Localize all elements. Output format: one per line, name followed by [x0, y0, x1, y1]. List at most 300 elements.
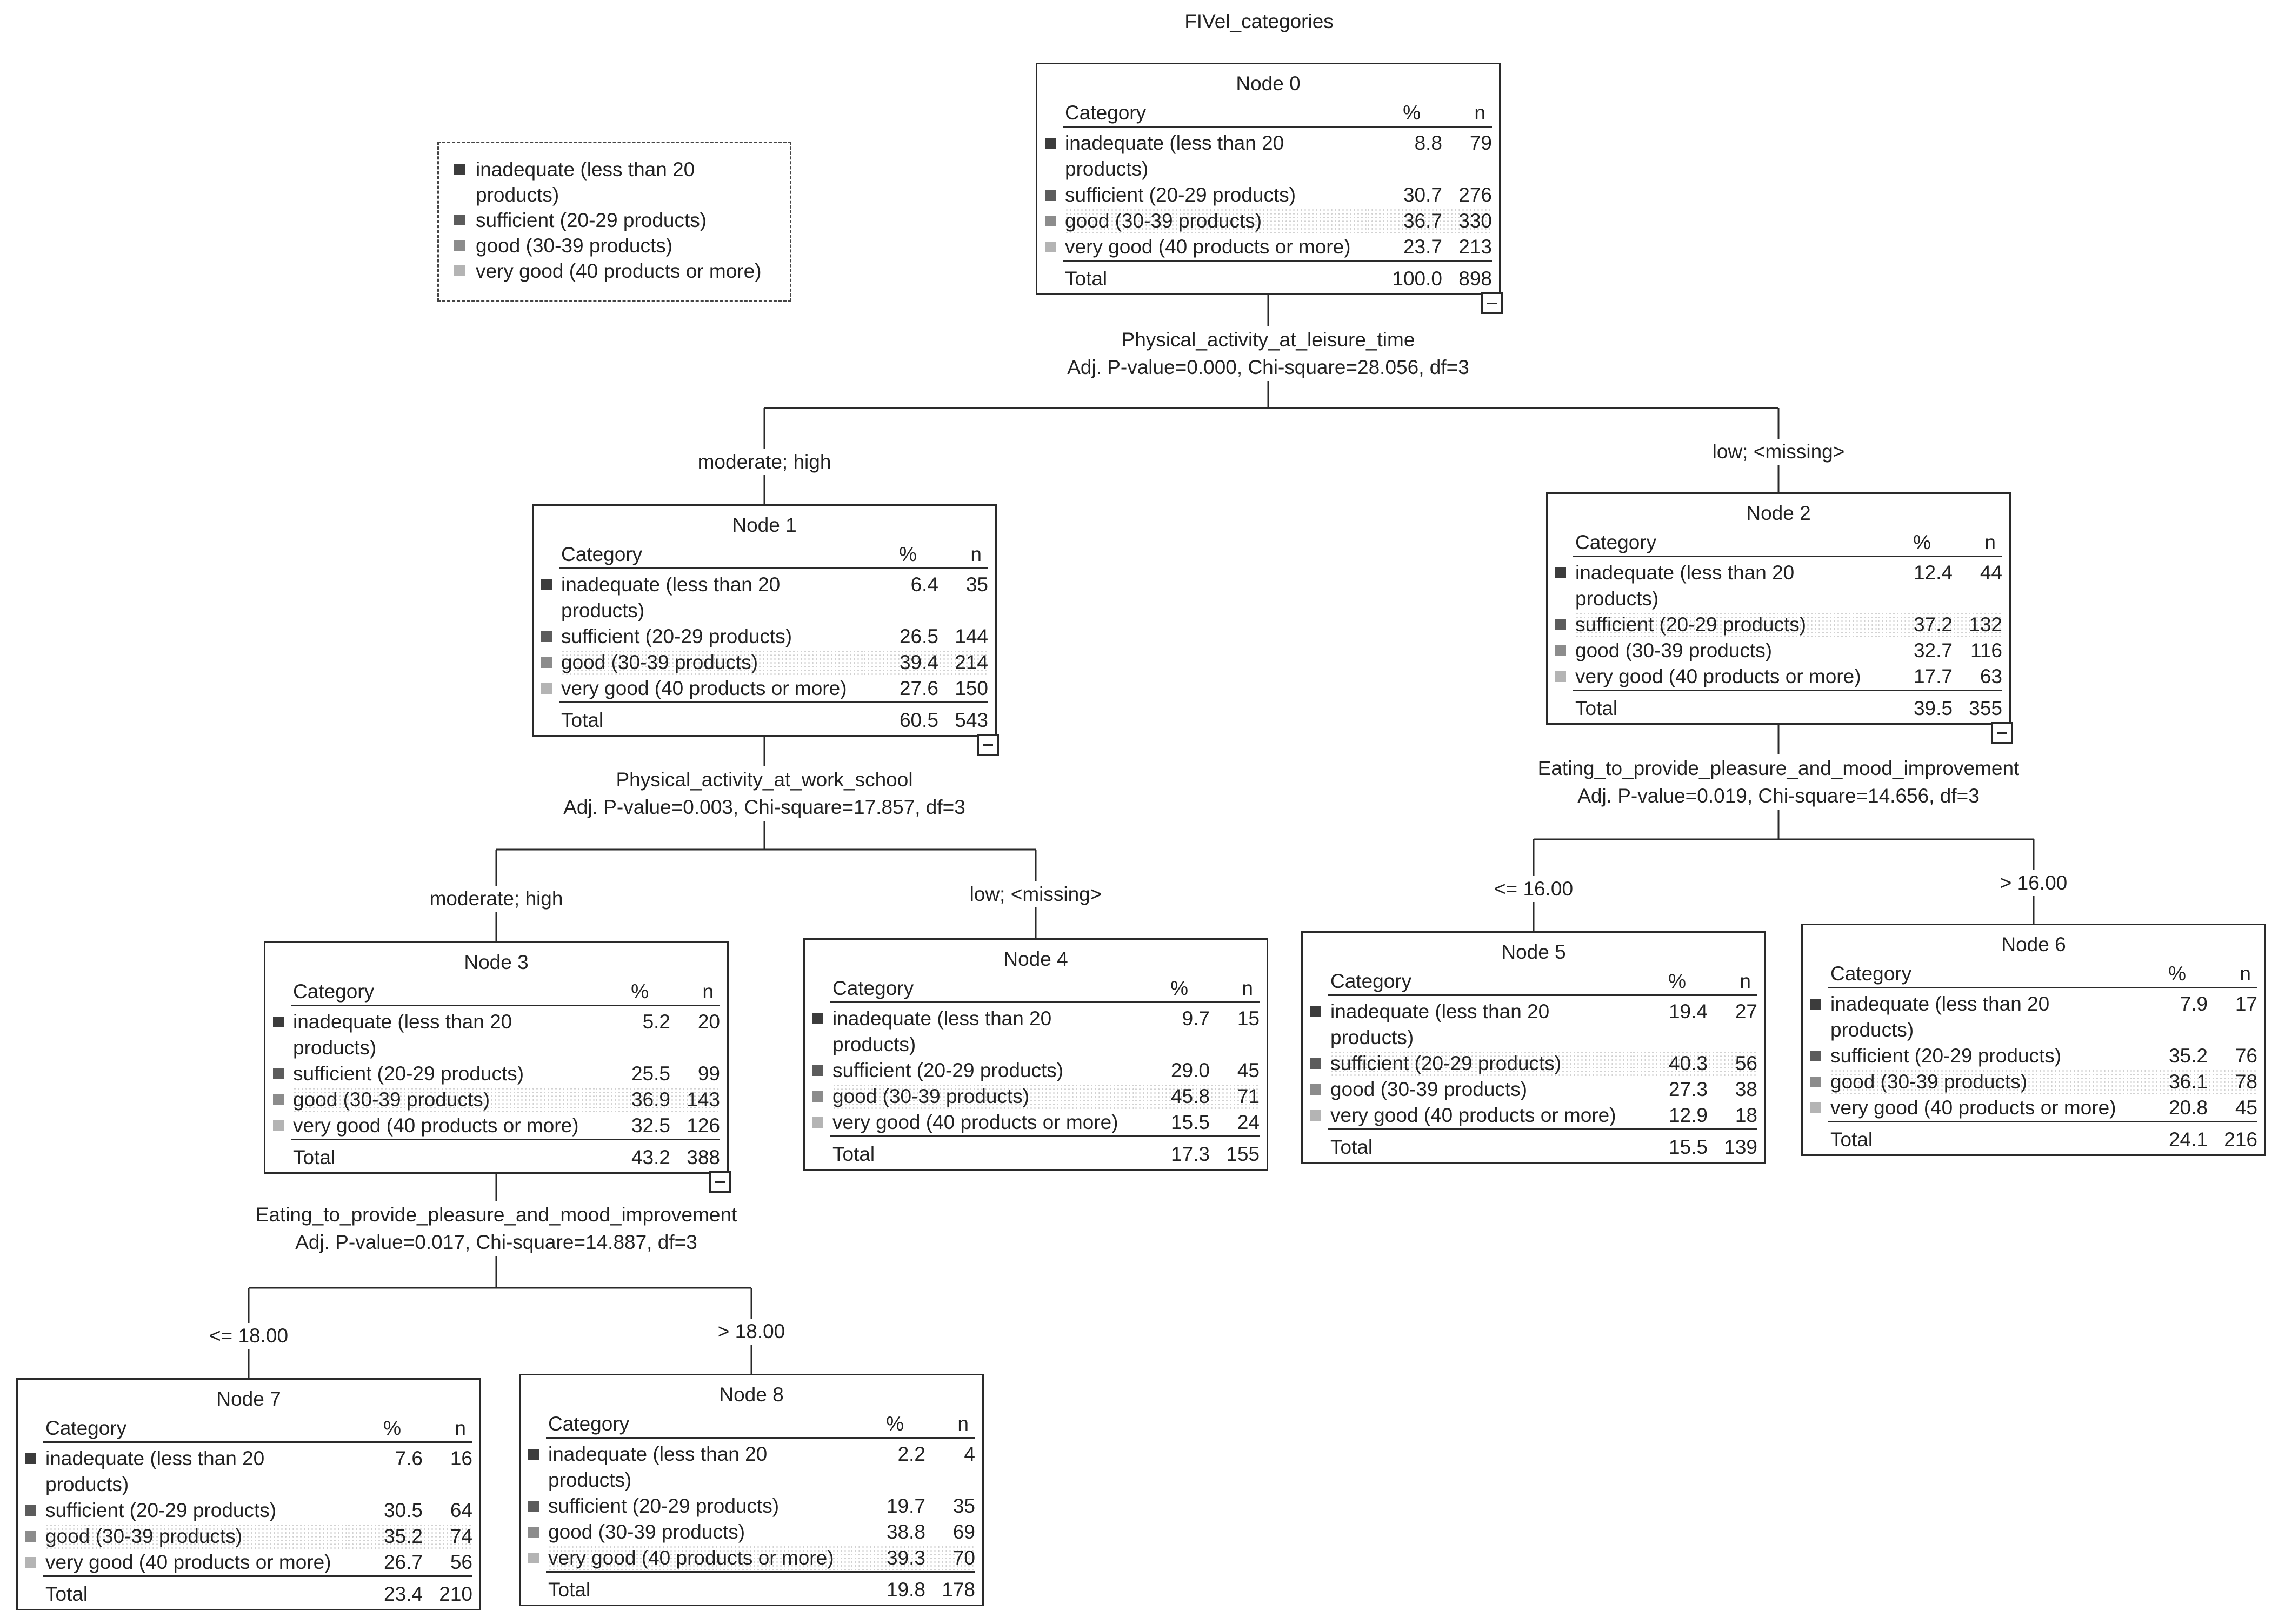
category-row	[805, 1058, 1260, 1084]
split-statistics: Adj. P-value=0.019, Chi-square=14.656, df=3	[1577, 785, 1980, 807]
category-swatch-icon	[273, 1120, 284, 1131]
category-row	[1548, 664, 2002, 690]
category-percent: 12.9	[1668, 1104, 1708, 1126]
category-label: sufficient (20-29 products)	[832, 1059, 1064, 1081]
category-count: 132	[1953, 612, 2002, 638]
category-swatch-icon	[1310, 1058, 1321, 1069]
category-swatch-icon	[541, 579, 552, 590]
percent-column-header: %	[886, 1413, 904, 1435]
node-table-header	[559, 542, 988, 569]
count-column-header: n	[455, 1417, 466, 1439]
total-row	[1573, 690, 2002, 721]
category-row	[1548, 560, 2002, 612]
category-percent: 20.8	[2168, 1097, 2208, 1119]
category-swatch-icon	[1045, 242, 1056, 252]
category-swatch-icon	[1555, 645, 1566, 656]
category-label: very good (40 products or more)	[561, 677, 847, 699]
node-table-header	[1063, 100, 1492, 128]
category-row	[521, 1493, 975, 1519]
category-percent: 32.5	[631, 1114, 670, 1137]
legend-label: good (30-39 products)	[476, 235, 673, 257]
node-table-header	[1328, 968, 1757, 996]
percent-column-header: %	[1170, 977, 1188, 999]
category-swatch-icon	[528, 1527, 539, 1538]
collapse-node-button[interactable]	[1991, 722, 2013, 744]
category-swatch-icon	[812, 1013, 823, 1024]
category-label: sufficient (20-29 products)	[1575, 612, 1877, 638]
category-row	[265, 1009, 720, 1061]
total-percent: 100.0	[1392, 268, 1442, 290]
category-row	[534, 650, 988, 676]
category-label: very good (40 products or more)	[1330, 1104, 1616, 1126]
category-column-header: Category	[1830, 963, 1912, 985]
tree-node-8[interactable]	[519, 1374, 984, 1606]
node-category-rows	[534, 572, 995, 701]
node-table-header	[830, 975, 1260, 1003]
node-category-rows	[265, 1009, 727, 1139]
category-percent: 29.0	[1170, 1059, 1210, 1081]
total-label: Total	[293, 1146, 336, 1168]
percent-column-header: %	[2168, 963, 2186, 985]
category-label: good (30-39 products)	[1330, 1078, 1528, 1100]
category-percent: 7.9	[2180, 993, 2208, 1015]
category-count: 63	[1980, 665, 2002, 687]
category-column-header: Category	[293, 980, 375, 1003]
category-label: sufficient (20-29 products)	[1330, 1051, 1632, 1077]
category-row	[1803, 991, 2257, 1043]
total-count: 155	[1226, 1143, 1260, 1165]
count-column-header: n	[2240, 963, 2251, 985]
category-column-header: Category	[45, 1417, 127, 1439]
minus-icon	[983, 744, 993, 746]
category-percent: 40.3	[1632, 1051, 1708, 1077]
category-label: inadequate (less than 20 products)	[45, 1447, 265, 1495]
category-swatch-icon	[541, 657, 552, 668]
category-percent: 17.7	[1913, 665, 1953, 687]
category-label: good (30-39 products)	[561, 650, 863, 676]
legend-item	[454, 258, 784, 284]
category-percent: 5.2	[642, 1011, 670, 1033]
category-percent: 35.2	[347, 1523, 423, 1549]
total-count: 139	[1724, 1136, 1757, 1158]
category-label: good (30-39 products)	[548, 1521, 745, 1543]
node-category-rows	[805, 1006, 1267, 1135]
node-title: Node 7	[216, 1388, 281, 1410]
total-row	[830, 1135, 1260, 1167]
category-swatch-icon	[541, 683, 552, 694]
category-swatch-icon	[25, 1531, 36, 1542]
total-count: 898	[1458, 268, 1492, 290]
category-column-header: Category	[832, 977, 914, 999]
category-label: sufficient (20-29 products)	[1830, 1045, 2062, 1067]
tree-node-2[interactable]	[1546, 492, 2011, 725]
collapse-node-button[interactable]	[709, 1171, 731, 1193]
split-statistics: Adj. P-value=0.000, Chi-square=28.056, df=3	[1067, 356, 1469, 378]
category-row	[265, 1087, 720, 1113]
category-column-header: Category	[561, 543, 643, 565]
percent-column-header: %	[1913, 531, 1931, 553]
category-percent: 37.2	[1877, 612, 1953, 638]
category-column-header: Category	[1330, 970, 1412, 992]
category-column-header: Category	[1065, 102, 1147, 124]
category-label: sufficient (20-29 products)	[561, 625, 792, 647]
category-swatch-icon	[1810, 1051, 1821, 1061]
category-swatch-icon	[1310, 1084, 1321, 1095]
count-column-header: n	[1242, 977, 1253, 999]
category-row	[1037, 234, 1492, 260]
category-swatch-icon	[541, 631, 552, 642]
category-swatch-icon	[1310, 1006, 1321, 1017]
category-count: 143	[670, 1087, 720, 1113]
category-percent: 45.8	[1134, 1084, 1210, 1110]
total-percent: 39.5	[1913, 697, 1953, 719]
category-percent: 15.5	[1170, 1111, 1210, 1133]
category-count: 330	[1442, 208, 1492, 234]
category-row	[1303, 1077, 1757, 1102]
category-count: 214	[938, 650, 988, 676]
node-category-rows	[1803, 991, 2264, 1121]
category-percent: 30.5	[383, 1499, 423, 1521]
minus-icon	[1997, 732, 2007, 734]
category-label: very good (40 products or more)	[1830, 1097, 2116, 1119]
legend-swatch-icon	[454, 240, 465, 251]
category-swatch-icon	[1810, 999, 1821, 1010]
category-row	[805, 1084, 1260, 1110]
node-category-rows	[1303, 999, 1764, 1128]
total-row	[43, 1575, 472, 1607]
category-row	[805, 1006, 1260, 1058]
category-percent: 26.5	[899, 625, 938, 647]
total-count: 355	[1969, 697, 2002, 719]
split-label-node-3	[252, 1201, 741, 1256]
legend-label: inadequate (less than 20 products)	[476, 158, 695, 206]
category-count: 45	[1237, 1059, 1260, 1081]
category-label: good (30-39 products)	[832, 1084, 1134, 1110]
category-count: 56	[1708, 1051, 1757, 1077]
percent-column-header: %	[383, 1417, 401, 1439]
legend-swatch-icon	[454, 265, 465, 276]
category-row	[1037, 182, 1492, 208]
node-title: Node 2	[1746, 502, 1811, 524]
category-count: 20	[697, 1011, 720, 1033]
node-title: Node 6	[2001, 933, 2066, 955]
minus-icon	[715, 1181, 725, 1183]
category-label: good (30-39 products)	[1065, 208, 1367, 234]
branch-label-node-2: low; <missing>	[1708, 439, 1849, 465]
percent-column-header: %	[899, 543, 917, 565]
category-swatch-icon	[273, 1094, 284, 1105]
tree-node-1[interactable]	[532, 504, 997, 737]
split-label-node-1	[560, 766, 969, 821]
category-percent: 27.6	[899, 677, 938, 699]
category-count: 15	[1237, 1007, 1260, 1030]
category-percent: 19.7	[886, 1495, 925, 1517]
node-title: Node 0	[1236, 72, 1301, 95]
total-percent: 43.2	[631, 1146, 670, 1168]
category-row	[521, 1441, 975, 1493]
category-label: very good (40 products or more)	[1065, 236, 1351, 258]
category-count: 44	[1980, 562, 2002, 584]
category-percent: 36.1	[2132, 1069, 2208, 1095]
category-count: 35	[965, 573, 988, 596]
total-label: Total	[561, 709, 604, 731]
category-count: 27	[1735, 1000, 1757, 1022]
category-swatch-icon	[1310, 1110, 1321, 1121]
count-column-header: n	[970, 543, 982, 565]
branch-label-node-5: <= 16.00	[1490, 876, 1577, 902]
category-swatch-icon	[25, 1505, 36, 1516]
tree-node-5[interactable]	[1301, 931, 1766, 1164]
branch-label-node-4: low; <missing>	[965, 881, 1107, 907]
legend-label: very good (40 products or more)	[476, 260, 762, 282]
node-title: Node 5	[1501, 941, 1566, 963]
category-count: 38	[1735, 1078, 1757, 1100]
category-count: 276	[1458, 184, 1492, 206]
node-table-header	[1573, 530, 2002, 557]
total-percent: 17.3	[1170, 1143, 1210, 1165]
category-label: very good (40 products or more)	[293, 1114, 579, 1137]
split-label-node-0	[1064, 326, 1473, 381]
category-percent: 9.7	[1182, 1007, 1210, 1030]
tree-node-6[interactable]	[1801, 924, 2266, 1156]
total-percent: 23.4	[383, 1583, 423, 1605]
category-percent: 26.7	[383, 1551, 423, 1573]
category-label: sufficient (20-29 products)	[293, 1062, 524, 1085]
category-swatch-icon	[273, 1068, 284, 1079]
category-label: inadequate (less than 20 products)	[1330, 1000, 1550, 1048]
total-label: Total	[832, 1143, 875, 1165]
tree-node-4[interactable]	[803, 938, 1268, 1171]
count-column-header: n	[1740, 970, 1751, 992]
category-row	[265, 1113, 720, 1139]
category-count: 74	[423, 1523, 472, 1549]
total-count: 216	[2224, 1128, 2257, 1151]
category-label: very good (40 products or more)	[45, 1551, 331, 1573]
category-percent: 6.4	[910, 573, 938, 596]
category-count: 69	[952, 1521, 975, 1543]
category-label: good (30-39 products)	[1575, 639, 1773, 661]
category-row	[1037, 208, 1492, 234]
category-label: very good (40 products or more)	[1575, 665, 1861, 687]
category-percent: 39.4	[863, 650, 938, 676]
category-swatch-icon	[273, 1017, 284, 1027]
total-row	[1828, 1121, 2257, 1153]
collapse-node-button[interactable]	[1481, 292, 1503, 314]
category-row	[521, 1545, 975, 1571]
category-count: 116	[1970, 639, 2002, 661]
node-category-rows	[1548, 560, 2009, 690]
category-label: sufficient (20-29 products)	[1065, 184, 1296, 206]
category-swatch-icon	[25, 1453, 36, 1464]
category-count: 71	[1210, 1084, 1260, 1110]
diagram-title: FIVel_categories	[1184, 10, 1334, 32]
category-percent: 30.7	[1403, 184, 1442, 206]
category-count: 78	[2208, 1069, 2257, 1095]
legend-swatch-icon	[454, 215, 465, 225]
split-variable: Eating_to_provide_pleasure_and_mood_improvement	[1537, 757, 2020, 779]
total-row	[291, 1139, 720, 1171]
category-count: 18	[1735, 1104, 1757, 1126]
count-column-header: n	[1984, 531, 1996, 553]
split-variable: Eating_to_provide_pleasure_and_mood_improvement	[255, 1204, 737, 1226]
split-statistics: Adj. P-value=0.003, Chi-square=17.857, df=3	[563, 796, 965, 818]
percent-column-header: %	[631, 980, 649, 1003]
branch-label-node-6: > 16.00	[1996, 870, 2071, 896]
total-count: 388	[687, 1146, 720, 1168]
category-label: inadequate (less than 20 products)	[561, 573, 781, 621]
category-count: 144	[955, 625, 988, 647]
category-label: good (30-39 products)	[1830, 1069, 2132, 1095]
category-row	[1803, 1095, 2257, 1121]
total-percent: 15.5	[1668, 1136, 1708, 1158]
category-column-header: Category	[1575, 531, 1657, 553]
count-column-header: n	[957, 1413, 969, 1435]
category-count: 24	[1237, 1111, 1260, 1133]
category-percent: 8.8	[1414, 132, 1442, 154]
category-label: sufficient (20-29 products)	[548, 1495, 780, 1517]
category-count: 70	[925, 1545, 975, 1571]
total-percent: 24.1	[2168, 1128, 2208, 1151]
split-variable: Physical_activity_at_leisure_time	[1121, 329, 1415, 351]
category-percent: 27.3	[1668, 1078, 1708, 1100]
category-row	[1037, 130, 1492, 182]
category-swatch-icon	[528, 1501, 539, 1512]
total-count: 210	[439, 1583, 472, 1605]
category-row	[1803, 1043, 2257, 1069]
category-swatch-icon	[812, 1065, 823, 1076]
node-table-header	[1828, 961, 2257, 988]
collapse-node-button[interactable]	[977, 734, 999, 756]
category-percent: 38.8	[886, 1521, 925, 1543]
category-swatch-icon	[812, 1117, 823, 1128]
total-row	[1063, 260, 1492, 292]
category-swatch-icon	[25, 1557, 36, 1568]
category-column-header: Category	[548, 1413, 630, 1435]
percent-column-header: %	[1403, 102, 1421, 124]
category-percent: 25.5	[631, 1062, 670, 1085]
category-percent: 7.6	[395, 1447, 423, 1469]
total-label: Total	[1330, 1136, 1373, 1158]
category-row	[1548, 612, 2002, 638]
total-row	[1328, 1128, 1757, 1160]
category-count: 16	[450, 1447, 472, 1469]
category-row	[1548, 638, 2002, 664]
minus-icon	[1487, 303, 1497, 304]
category-swatch-icon	[1810, 1077, 1821, 1087]
category-swatch-icon	[1555, 671, 1566, 682]
category-swatch-icon	[1045, 216, 1056, 226]
category-swatch-icon	[528, 1449, 539, 1460]
category-count: 150	[955, 677, 988, 699]
category-row	[265, 1061, 720, 1087]
node-table-header	[546, 1411, 975, 1439]
split-label-node-2	[1535, 754, 2023, 810]
category-percent: 32.7	[1913, 639, 1953, 661]
category-count: 35	[952, 1495, 975, 1517]
category-label: good (30-39 products)	[293, 1087, 595, 1113]
tree-node-7[interactable]	[16, 1378, 481, 1610]
category-row	[1303, 999, 1757, 1051]
total-row	[559, 701, 988, 733]
node-category-rows	[521, 1441, 982, 1571]
category-count: 99	[697, 1062, 720, 1085]
category-label: inadequate (less than 20 products)	[832, 1007, 1052, 1055]
node-title: Node 8	[719, 1384, 784, 1406]
total-count: 178	[942, 1579, 975, 1601]
category-percent: 36.9	[595, 1087, 670, 1113]
node-category-rows	[1037, 130, 1499, 260]
category-label: very good (40 products or more)	[832, 1111, 1118, 1133]
split-variable: Physical_activity_at_work_school	[616, 768, 913, 791]
category-percent: 12.4	[1913, 562, 1953, 584]
node-category-rows	[18, 1446, 479, 1575]
total-label: Total	[45, 1583, 88, 1605]
branch-label-node-8: > 18.00	[714, 1319, 789, 1345]
node-title: Node 1	[732, 514, 797, 536]
category-count: 4	[964, 1443, 975, 1465]
total-row	[546, 1571, 975, 1603]
category-swatch-icon	[1555, 567, 1566, 578]
node-title: Node 3	[464, 951, 529, 973]
category-count: 56	[450, 1551, 472, 1573]
category-row	[805, 1110, 1260, 1135]
branch-label-node-1: moderate; high	[694, 449, 836, 475]
category-row	[521, 1519, 975, 1545]
category-count: 126	[687, 1114, 720, 1137]
category-row	[18, 1549, 472, 1575]
category-count: 45	[2235, 1097, 2257, 1119]
category-row	[1303, 1102, 1757, 1128]
category-label: inadequate (less than 20 products)	[1830, 993, 2050, 1041]
total-percent: 19.8	[886, 1579, 925, 1601]
category-label: inadequate (less than 20 products)	[1575, 562, 1795, 610]
branch-label-node-3: moderate; high	[425, 886, 568, 912]
category-swatch-icon	[528, 1553, 539, 1563]
category-row	[18, 1446, 472, 1498]
count-column-header: n	[1474, 102, 1485, 124]
category-swatch-icon	[1045, 190, 1056, 201]
category-row	[534, 676, 988, 701]
legend-label: sufficient (20-29 products)	[476, 209, 707, 231]
category-row	[18, 1523, 472, 1549]
legend-swatch-icon	[454, 164, 465, 175]
tree-node-3[interactable]	[264, 941, 729, 1174]
category-label: inadequate (less than 20 products)	[548, 1443, 768, 1491]
total-label: Total	[548, 1579, 591, 1601]
percent-column-header: %	[1668, 970, 1686, 992]
category-label: good (30-39 products)	[45, 1523, 347, 1549]
tree-node-0[interactable]	[1036, 63, 1501, 295]
node-table-header	[291, 979, 720, 1006]
node-title: Node 4	[1003, 948, 1068, 970]
category-swatch-icon	[1555, 619, 1566, 630]
category-label: inadequate (less than 20 products)	[293, 1011, 512, 1059]
total-label: Total	[1830, 1128, 1873, 1151]
legend-item	[454, 157, 784, 208]
category-row	[18, 1498, 472, 1523]
count-column-header: n	[702, 980, 714, 1003]
category-count: 79	[1469, 132, 1492, 154]
legend-item	[454, 233, 784, 258]
category-count: 76	[2235, 1045, 2257, 1067]
category-row	[1303, 1051, 1757, 1077]
category-percent: 2.2	[897, 1443, 925, 1465]
category-percent: 23.7	[1403, 236, 1442, 258]
total-percent: 60.5	[899, 709, 938, 731]
category-percent: 19.4	[1668, 1000, 1708, 1022]
split-statistics: Adj. P-value=0.017, Chi-square=14.887, df=3	[295, 1231, 697, 1253]
category-label: sufficient (20-29 products)	[45, 1499, 277, 1521]
